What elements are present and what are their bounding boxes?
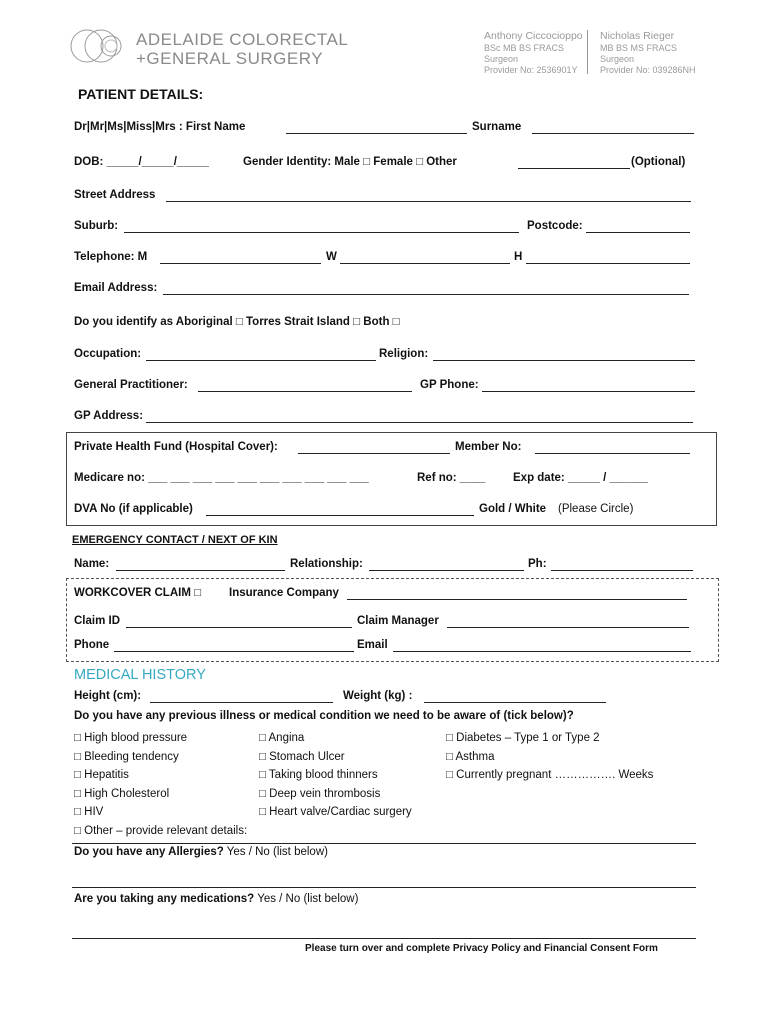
doctor1-block: [484, 30, 583, 76]
claim-id-label: Claim ID: [74, 615, 121, 627]
workcover-phone-label: Phone: [74, 639, 110, 651]
aboriginal-question[interactable]: Do you identify as Aboriginal □ Torres Strait Island □ Both □: [74, 316, 400, 328]
claim-manager-field[interactable]: [447, 627, 689, 628]
height-label: Height (cm):: [74, 690, 142, 702]
telephone-mobile-field[interactable]: [160, 263, 321, 264]
telephone-home-label: H: [514, 251, 523, 263]
conditions-col2: [259, 729, 412, 822]
doctor2-role: Surgeon: [600, 54, 635, 64]
illness-question: Do you have any previous illness or medical condition we need to be aware of (tick below)?: [74, 710, 574, 722]
other-details-divider: [72, 843, 696, 844]
claim-id-field[interactable]: [126, 627, 352, 628]
workcover-phone-field[interactable]: [114, 651, 354, 652]
doctor1-name: Anthony Ciccocioppo: [484, 30, 583, 42]
gp-label: General Practitioner:: [74, 379, 188, 391]
gold-white-option[interactable]: Gold / White: [479, 503, 547, 515]
street-address-field[interactable]: [166, 201, 691, 202]
doctor2-provider: Provider No: 039286NH: [600, 65, 696, 75]
insurance-company-field[interactable]: [347, 599, 687, 600]
condition-checkbox[interactable]: □ Hepatitis: [74, 769, 129, 782]
medications-field[interactable]: [72, 938, 696, 939]
surname-field[interactable]: [532, 133, 694, 134]
workcover-claim-checkbox[interactable]: WORKCOVER CLAIM □: [74, 587, 202, 599]
health-fund-field[interactable]: [298, 453, 450, 454]
conditions-col3: [446, 729, 653, 785]
postcode-field[interactable]: [586, 232, 690, 233]
footer-note: Please turn over and complete Privacy Policy and Financial Consent Form: [305, 943, 658, 954]
health-fund-label: Private Health Fund (Hospital Cover):: [74, 441, 278, 453]
condition-checkbox[interactable]: □ Deep vein thrombosis: [259, 787, 381, 800]
doctor2-block: [600, 30, 696, 76]
emergency-name-label: Name:: [74, 558, 110, 570]
allergies-options[interactable]: Yes / No (list below): [223, 846, 328, 858]
header-divider: [587, 30, 588, 74]
condition-checkbox[interactable]: □ High Cholesterol: [74, 787, 170, 800]
condition-checkbox[interactable]: □ Heart valve/Cardiac surgery: [259, 806, 412, 819]
relationship-field[interactable]: [369, 570, 524, 571]
condition-other-checkbox[interactable]: □ Other – provide relevant details:: [74, 824, 248, 837]
dob-label: DOB: _____/_____/_____: [74, 156, 209, 168]
condition-checkbox[interactable]: □ Bleeding tendency: [74, 750, 179, 763]
suburb-label: Suburb:: [74, 220, 119, 232]
emergency-phone-field[interactable]: [551, 570, 693, 571]
doctor2-credentials: MB BS MS FRACS: [600, 43, 678, 53]
condition-checkbox[interactable]: □ HIV: [74, 806, 104, 819]
relationship-label: Relationship:: [290, 558, 363, 570]
telephone-home-field[interactable]: [526, 263, 690, 264]
medications-question: [74, 893, 358, 905]
gp-field[interactable]: [198, 391, 412, 392]
telephone-mobile-label: Telephone: M: [74, 251, 148, 263]
first-name-label: Dr|Mr|Ms|Miss|Mrs : First Name: [74, 121, 246, 133]
medications-label: Are you taking any medications?: [74, 893, 255, 905]
emergency-contact-heading: EMERGENCY CONTACT / NEXT OF KIN: [72, 534, 278, 546]
clinic-logo-mark: [70, 26, 128, 66]
surname-label: Surname: [472, 121, 522, 133]
clinic-name-line1: ADELAIDE COLORECTAL: [136, 30, 349, 49]
insurance-company-label: Insurance Company: [229, 587, 339, 599]
condition-checkbox[interactable]: □ Stomach Ulcer: [259, 750, 345, 763]
suburb-field[interactable]: [124, 232, 519, 233]
condition-checkbox[interactable]: □ Diabetes – Type 1 or Type 2: [446, 732, 600, 744]
member-no-field[interactable]: [535, 453, 690, 454]
gp-phone-label: GP Phone:: [420, 379, 479, 391]
emergency-phone-label: Ph:: [528, 558, 547, 570]
claim-manager-label: Claim Manager: [357, 615, 439, 627]
telephone-work-field[interactable]: [340, 263, 510, 264]
emergency-name-field[interactable]: [116, 570, 285, 571]
doctor2-name: Nicholas Rieger: [600, 30, 675, 42]
gp-address-label: GP Address:: [74, 410, 144, 422]
doctor1-credentials: BSc MB BS FRACS: [484, 43, 565, 53]
doctor1-role: Surgeon: [484, 54, 519, 64]
allergies-question: [74, 846, 328, 858]
allergies-field[interactable]: [72, 887, 696, 888]
telephone-work-label: W: [326, 251, 337, 263]
allergies-label: Do you have any Allergies?: [74, 846, 224, 858]
medicare-no-label[interactable]: Medicare no: ___ ___ ___ ___ ___ ___ ___ ___ ___ ___: [74, 472, 369, 484]
occupation-field[interactable]: [146, 360, 376, 361]
condition-checkbox[interactable]: □ Asthma: [446, 750, 495, 763]
clinic-name-line2: +GENERAL SURGERY: [136, 49, 324, 68]
condition-checkbox[interactable]: □ Taking blood thinners: [259, 769, 378, 782]
please-circle-note: (Please Circle): [558, 503, 634, 515]
first-name-field[interactable]: [286, 133, 467, 134]
gp-address-field[interactable]: [146, 422, 693, 423]
email-address-label: Email Address:: [74, 282, 158, 294]
condition-checkbox[interactable]: □ Currently pregnant ……………. Weeks: [446, 769, 654, 782]
workcover-email-label: Email: [357, 639, 388, 651]
occupation-label: Occupation:: [74, 348, 142, 360]
dva-no-field[interactable]: [206, 515, 474, 516]
postcode-label: Postcode:: [527, 220, 583, 232]
email-address-field[interactable]: [163, 294, 689, 295]
workcover-email-field[interactable]: [393, 651, 691, 652]
gender-label: Gender Identity: Male □ Female □ Other: [243, 156, 457, 168]
weight-field[interactable]: [424, 702, 606, 703]
gender-other-field[interactable]: [518, 168, 630, 169]
height-field[interactable]: [150, 702, 333, 703]
dva-no-label: DVA No (if applicable): [74, 503, 193, 515]
condition-checkbox[interactable]: □ Angina: [259, 732, 305, 744]
patient-details-heading: PATIENT DETAILS:: [78, 86, 204, 102]
ref-no-label[interactable]: Ref no: ____: [417, 472, 486, 484]
religion-field[interactable]: [433, 360, 695, 361]
gender-optional-label: (Optional): [631, 156, 686, 168]
gp-phone-field[interactable]: [482, 391, 695, 392]
medical-history-heading: MEDICAL HISTORY: [74, 667, 206, 683]
weight-label: Weight (kg) :: [343, 690, 413, 702]
member-no-label: Member No:: [455, 441, 522, 453]
condition-checkbox[interactable]: □ High blood pressure: [74, 732, 188, 744]
doctor1-provider: Provider No: 2536901Y: [484, 65, 578, 75]
religion-label: Religion:: [379, 348, 429, 360]
conditions-col1: [74, 729, 247, 841]
exp-date-label[interactable]: Exp date: _____ / ______: [513, 472, 648, 484]
medications-options[interactable]: Yes / No (list below): [254, 893, 359, 905]
street-address-label: Street Address: [74, 189, 156, 201]
